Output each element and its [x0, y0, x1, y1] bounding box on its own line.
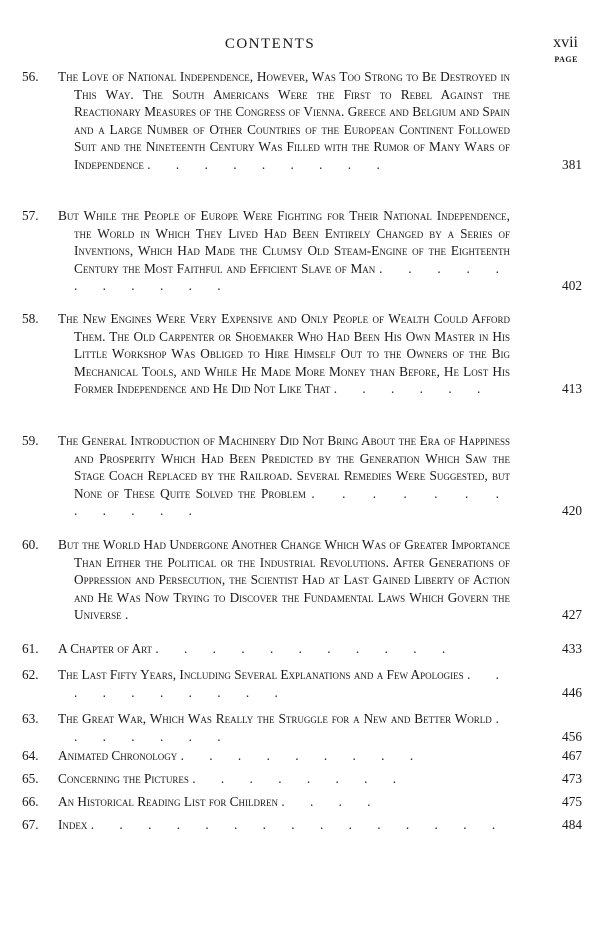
toc-entry: [22, 640, 582, 658]
leader-dots: . . . . . . .: [74, 711, 510, 744]
running-head-title: CONTENTS: [224, 36, 316, 52]
chapter-title: The New Engines Were Very Expensive and Only People of Wealth Could Afford Them. The Old Carpenter or Shoemaker Who Had Been His Own Master in His Little Workshop Was Obliged to Hire Himself Out to the Owners of the Big Mechanical Tools, and While He Made More Money than Before, He Lost His Former Independence and He Did Not Like That: [58, 311, 510, 397]
leader-dots: . . . . . . . . . . .: [74, 260, 511, 294]
page-number: 475: [562, 794, 582, 809]
page-number: 446: [562, 684, 582, 700]
leader-dots: . . . . . . . . . .: [74, 667, 510, 700]
chapter-title: The Last Fifty Years, Including Several Explanations and a Few Apologies: [58, 667, 464, 682]
page-number: 456: [562, 728, 582, 744]
chapter-number: 60.: [22, 537, 39, 552]
page-number: 484: [562, 817, 582, 832]
toc-entry: [22, 747, 582, 765]
chapter-title: An Historical Reading List for Children: [58, 794, 279, 809]
leader-dots: . . . . . . . .: [192, 771, 408, 786]
chapter-number: 58.: [22, 311, 39, 326]
toc-entry: [22, 207, 582, 295]
leader-dots: . . . .: [281, 794, 382, 809]
leader-dots: . . . . . . . . .: [147, 156, 391, 172]
chapter-number: 64.: [22, 748, 39, 763]
page-number: 427: [562, 607, 582, 623]
chapter-number: 56.: [22, 69, 39, 84]
chapter-number: 62.: [22, 667, 39, 682]
chapter-title: The Great War, Which Was Really the Struggle for a New and Better World: [58, 711, 492, 726]
page-number: 433: [562, 641, 582, 656]
toc-entry: [22, 710, 582, 745]
leader-dots: . . . . . . . . . . .: [155, 641, 457, 656]
toc-entry: [22, 816, 582, 834]
toc-entry: [22, 68, 582, 174]
toc-entry: [22, 432, 582, 520]
chapter-title: But While the People of Europe Were Fighting for Their National Independence, the World in Which They Lived Had Been Entirely Changed by a Series of Inventions, Which Had Made the Clumsy Old Steam-Engine of the Eighteenth Century the Most Faithful and Efficient Slave of Man: [58, 208, 510, 276]
page-number: 467: [562, 748, 582, 763]
toc-entry: [22, 536, 582, 624]
chapter-number: 61.: [22, 641, 39, 656]
chapter-title: A Chapter of Art: [58, 641, 153, 656]
chapter-title: Concerning the Pictures: [58, 771, 189, 786]
leader-dots: . . . . . .: [333, 381, 492, 397]
page-column-label: PAGE: [554, 55, 578, 64]
chapter-number: 59.: [22, 433, 39, 448]
toc-entry: [22, 310, 582, 398]
chapter-number: 66.: [22, 794, 39, 809]
page-number: 381: [562, 156, 582, 172]
chapter-title: Animated Chronology: [58, 748, 178, 763]
leader-dots: . . . . . . . . . . . . . . .: [90, 817, 507, 832]
toc-entry: [22, 666, 582, 701]
chapter-number: 63.: [22, 711, 39, 726]
page-folio: xvii: [553, 34, 578, 51]
chapter-title: But the World Had Undergone Another Change Which Was of Greater Importance Than Either the Political or the Industrial Revolutions. After Generations of Oppression and Persecution, the Scientist Had at Last Gained Liberty of Action and He Was Now Trying to Discover the Fundamental Laws Which Govern the Universe: [58, 537, 510, 623]
page-number: 420: [562, 503, 582, 519]
page-number: 413: [562, 381, 582, 397]
chapter-number: 57.: [22, 208, 39, 223]
page-number: 402: [562, 278, 582, 294]
chapter-title: The General Introduction of Machinery Did Not Bring About the Era of Happiness and Prosperity Which Had Been Predicted by the Generation Which Saw the Stage Coach Replaced by the Railroad. Several Remedies Were Suggested, but None of These Quite Solved the Problem: [58, 433, 510, 501]
page-number: 473: [562, 771, 582, 786]
leader-dots: . . . . . . . . .: [180, 748, 425, 763]
chapter-number: 67.: [22, 817, 39, 832]
chapter-title: Index: [58, 817, 88, 832]
leader-dots: .: [124, 607, 140, 623]
leader-dots: . . . . . . . . . . . .: [74, 485, 511, 519]
toc-entry: [22, 793, 582, 811]
chapter-title: The Love of National Independence, However, Was Too Strong to Be Destroyed in This Way. The South Americans Were the First to Rebel Against the Reactionary Measures of the Congress of Vienna. Greece and Belgium and Spain and a Large Number of Other Countries of the European Continent Followed Suit and the Nineteenth Century Was Filled with the Rumor of Many Wars of Independence: [58, 69, 510, 172]
chapter-number: 65.: [22, 771, 39, 786]
toc-entry: [22, 770, 582, 788]
